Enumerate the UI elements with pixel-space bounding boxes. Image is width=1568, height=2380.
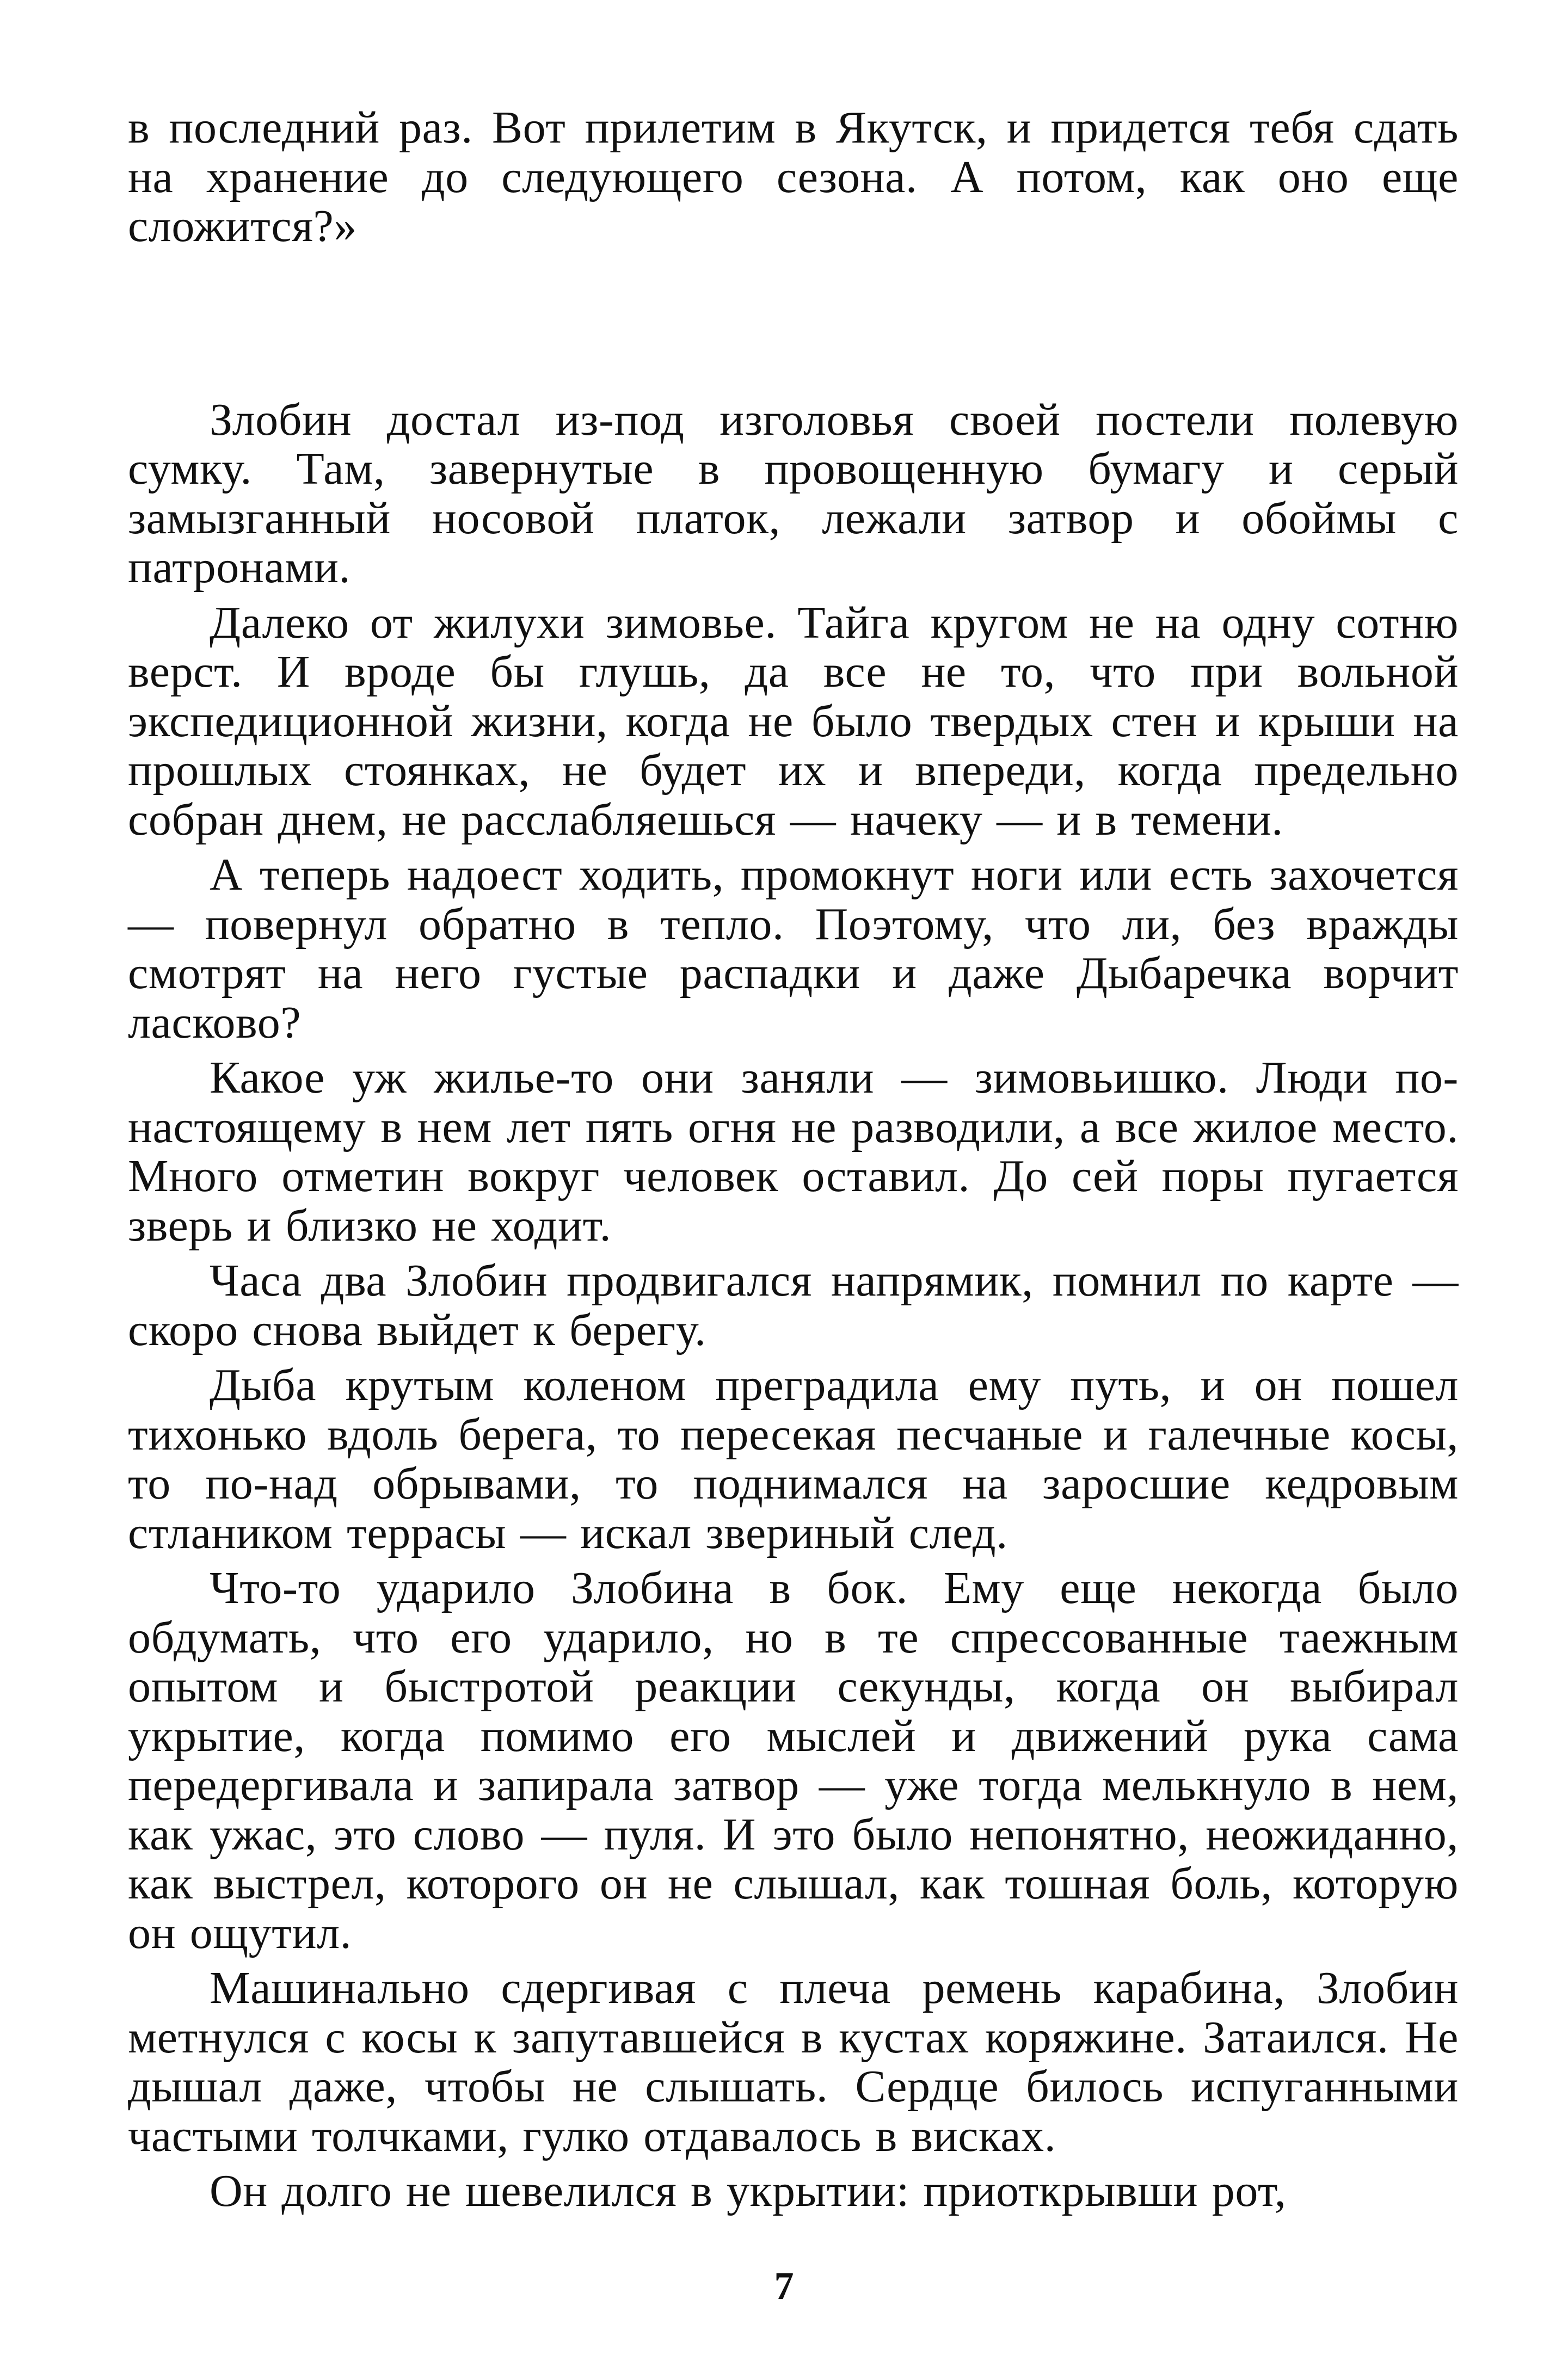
page-number: 7 (774, 2264, 794, 2308)
paragraph-5: Часа два Злобин продвигался напрямик, помнил по карте — скоро снова выйдет к берегу. (128, 1255, 1459, 1355)
opening-paragraph: в последний раз. Вот прилетим в Якутск, и придется тебя сдать на хранение до следующего сезона. А потом, как оно еще сложится?» (128, 102, 1459, 251)
paragraph-3: А теперь надоест ходить, промокнут ноги или есть захочется — повернул обратно в тепло. Поэтому, что ли, без вражды смотрят на него густые распадки и даже Дыбаречка ворчит ласково? (128, 849, 1459, 1048)
paragraph-4: Какое уж жилье-то они заняли — зимовьишко. Люди по-настоящему в нем лет пять огня не разводили, а все жилое место. Много отметин вокруг человек оставил. До сей поры пугается зверь и близко не ходит. (128, 1052, 1459, 1251)
paragraph-1: Злобин достал из-под изголовья своей постели полевую сумку. Там, завернутые в провощенную бумагу и серый замызганный носовой платок, лежали затвор и обоймы с патронами. (128, 394, 1459, 593)
paragraph-8: Машинально сдергивая с плеча ремень карабина, Злобин метнулся с косы к запутавшейся в кустах коряжине. Затаился. Не дышал даже, чтобы не слышать. Сердце билось испуганными частыми толчками, гулко отдавалось в висках. (128, 1963, 1459, 2161)
paragraph-9: Он долго не шевелился в укрытии: приоткрывши рот, (210, 2166, 1287, 2216)
paragraph-2: Далеко от жилухи зимовье. Тайга кругом не на одну сотню верст. И вроде бы глушь, да все не то, что при вольной экспедиционной жизни, когда не было твердых стен и крыши на прошлых стоянках, не будет их и впереди, когда предельно собран днем, не расслабляешься — начеку — и в темени. (128, 597, 1459, 845)
paragraph-6: Дыба крутым коленом преградила ему путь, и он пошел тихонько вдоль берега, то пересекая песчаные и галечные косы, то по-над обрывами, то поднимался на заросшие кедровым стлаником террасы — искал звериный след. (128, 1360, 1459, 1558)
page-body (128, 103, 1459, 2216)
paragraph-7: Что-то ударило Злобина в бок. Ему еще некогда было обдумать, что его ударило, но в те спрессованные таежным опытом и быстротой реакции секунды, когда он выбирал укрытие, когда помимо его мыслей и движений рука сама передергивала и запирала затвор — уже тогда мелькнуло в нем, как ужас, это слово — пуля. И это было непонятно, неожиданно, как выстрел, которого он не слышал, как тошная боль, которую он ощутил. (128, 1563, 1459, 1958)
